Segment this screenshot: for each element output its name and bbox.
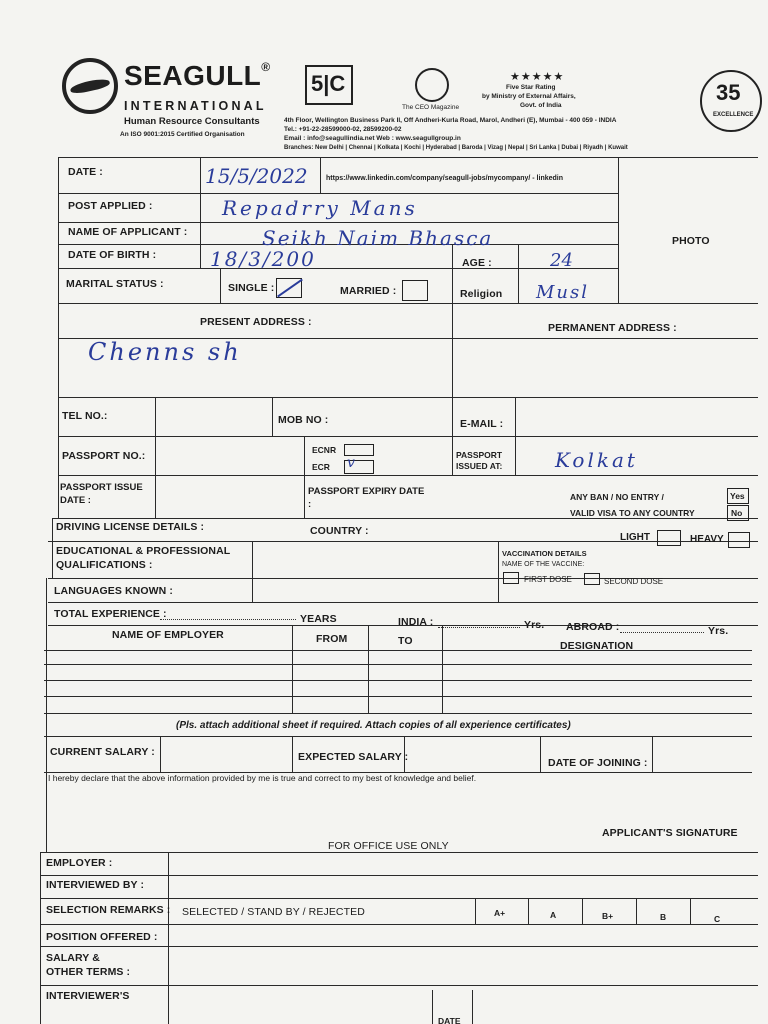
abroad-years-field[interactable] — [620, 621, 704, 633]
to-header: TO — [398, 635, 413, 647]
passport-expiry-label: PASSPORT EXPIRY DATE : — [308, 486, 425, 510]
fifty-ic-badge-icon: 5|C — [305, 65, 353, 105]
passport-issued-value[interactable]: Kolkat — [555, 448, 638, 472]
age-value[interactable]: 24 — [550, 250, 573, 271]
dob-value[interactable]: 18/3/200 — [210, 247, 316, 271]
rating-stars: ★★★★★ — [510, 71, 565, 83]
applicant-name-label: NAME OF APPLICANT : — [68, 226, 188, 238]
ceo-award-icon — [415, 68, 449, 102]
india-yrs-label: Yrs. — [524, 619, 545, 631]
heavy-checkbox[interactable] — [728, 532, 750, 548]
no-checkbox[interactable]: No — [727, 505, 749, 521]
first-dose-label: FIRST DOSE — [524, 575, 572, 584]
linkedin-url: https://www.linkedin.com/company/seagull-jobs/mycompany/ - linkedin — [326, 175, 564, 182]
email-label: E-MAIL : — [460, 418, 504, 430]
india-years-field[interactable] — [438, 616, 520, 628]
first-dose-checkbox[interactable] — [503, 572, 519, 584]
yes-checkbox[interactable]: Yes — [727, 488, 749, 504]
mob-label: MOB NO : — [278, 414, 329, 426]
passport-issued-label: PASSPORT ISSUED AT: — [456, 450, 503, 471]
address-line-4: Branches: New Delhi | Chennai | Kolkata | Kochi | Hyderabad | Baroda | Vizag | Nepal | Sri Lanka | Dubai | Riyadh | Kuwait — [284, 145, 628, 151]
expected-salary-label: EXPECTED SALARY : — [298, 751, 409, 763]
salary-terms-label-1: SALARY & — [46, 952, 100, 964]
vaccine-name-label: NAME OF THE VACCINE: — [502, 561, 585, 568]
languages-label: LANGUAGES KNOWN : — [54, 585, 173, 597]
light-checkbox[interactable] — [657, 530, 681, 546]
married-label: MARRIED : — [340, 285, 397, 297]
rating-line-3: Govt. of India — [520, 102, 562, 109]
india-label: INDIA : — [398, 616, 434, 628]
driving-license-label: DRIVING LICENSE DETAILS : — [56, 521, 205, 533]
total-experience-label: TOTAL EXPERIENCE : — [54, 608, 167, 620]
selection-remarks-label: SELECTION REMARKS : — [46, 904, 171, 916]
post-applied-value[interactable]: Repadrry Mans — [222, 196, 418, 220]
photo-label: PHOTO — [672, 235, 710, 247]
religion-value[interactable]: Musl — [536, 282, 590, 303]
grade-a[interactable]: A — [550, 910, 557, 920]
light-label: LIGHT — [620, 532, 650, 543]
address-line-2: Tel.: +91-22-28599000-02, 28599200-02 — [284, 126, 402, 133]
signature-label: APPLICANT'S SIGNATURE — [602, 827, 738, 839]
designation-header: DESIGNATION — [560, 640, 634, 652]
country-label: COUNTRY : — [310, 525, 369, 537]
second-dose-checkbox[interactable] — [584, 573, 600, 585]
heavy-label: HEAVY — [690, 534, 724, 545]
passport-issue-date-label: PASSPORT ISSUE DATE : — [60, 482, 143, 506]
years-label: YEARS — [300, 613, 337, 625]
abroad-label: ABROAD : — [566, 621, 620, 633]
single-label: SINGLE : — [228, 282, 275, 294]
award-caption: The CEO Magazine — [402, 104, 460, 111]
declaration-text: I hereby declare that the above information provided by me is true and correct to my best of knowledge and belief. — [48, 773, 477, 783]
seagull-logo-icon — [62, 58, 118, 114]
from-header: FROM — [316, 633, 348, 645]
grade-c[interactable]: C — [714, 914, 721, 924]
brand-sub: INTERNATIONAL — [124, 99, 267, 113]
second-dose-label: SECOND DOSE — [604, 577, 664, 586]
marital-status-label: MARITAL STATUS : — [66, 278, 164, 290]
dob-label: DATE OF BIRTH : — [68, 249, 157, 261]
passport-no-label: PASSPORT NO.: — [62, 450, 146, 462]
employer-name-header: NAME OF EMPLOYER — [112, 629, 224, 641]
salary-terms-label-2: OTHER TERMS : — [46, 966, 131, 978]
rating-line-1: Five Star Rating — [506, 84, 556, 91]
ecr-checkbox[interactable]: v — [344, 460, 374, 474]
interviewer-label: INTERVIEWER'S — [46, 990, 130, 1002]
applicant-name-value[interactable]: Seikh Naim Bhasca — [262, 226, 494, 250]
date-label: DATE : — [68, 166, 103, 178]
grade-b-plus[interactable]: B+ — [602, 911, 614, 921]
married-checkbox[interactable] — [402, 280, 428, 301]
abroad-yrs-label: Yrs. — [708, 625, 729, 637]
ecr-label: ECR — [312, 462, 330, 472]
present-address-value[interactable]: Chenns sh — [88, 338, 242, 366]
education-label-1: EDUCATIONAL & PROFESSIONAL — [56, 545, 231, 557]
ban-label-1: ANY BAN / NO ENTRY / — [570, 492, 664, 502]
date-bottom-label: DATE — [438, 1016, 461, 1024]
religion-label: Religion — [460, 288, 503, 300]
address-line-3: Email : info@seagullindia.net Web : www.seagullgroup.in — [284, 135, 461, 142]
vaccination-label: VACCINATION DETAILS — [502, 549, 587, 558]
ban-label-2: VALID VISA TO ANY COUNTRY — [570, 508, 695, 518]
interviewed-by-label: INTERVIEWED BY : — [46, 879, 145, 891]
iso-note: An ISO 9001:2015 Certified Organisation — [120, 131, 245, 138]
employer-label: EMPLOYER : — [46, 857, 113, 869]
company-logo — [62, 58, 118, 114]
grade-a-plus[interactable]: A+ — [494, 908, 506, 918]
ecnr-label: ECNR — [312, 445, 337, 455]
tel-label: TEL NO.: — [62, 410, 108, 422]
age-label: AGE : — [462, 257, 492, 269]
attach-note: (Pls. attach additional sheet if required. Attach copies of all experience certificates) — [176, 720, 571, 731]
address-line-1: 4th Floor, Wellington Business Park II, Off Andheri-Kurla Road, Marol, Andheri (E), Mumbai - 400 059 - INDIA — [284, 117, 617, 124]
grade-b[interactable]: B — [660, 912, 667, 922]
selection-options[interactable]: SELECTED / STAND BY / REJECTED — [182, 906, 365, 918]
post-applied-label: POST APPLIED : — [68, 200, 153, 212]
position-offered-label: POSITION OFFERED : — [46, 931, 158, 943]
education-label-2: QUALIFICATIONS : — [56, 559, 153, 571]
single-checkbox[interactable] — [276, 278, 302, 298]
rating-line-2: by Ministry of External Affairs, — [482, 93, 576, 100]
tagline: Human Resource Consultants — [124, 116, 260, 127]
date-value[interactable]: 15/5/2022 — [205, 164, 308, 188]
date-of-joining-label: DATE OF JOINING : — [548, 757, 648, 769]
permanent-address-label: PERMANENT ADDRESS : — [548, 322, 677, 334]
office-use-label: FOR OFFICE USE ONLY — [328, 840, 449, 852]
anniversary-badge: 35 EXCELLENCE — [700, 70, 762, 132]
current-salary-label: CURRENT SALARY : — [50, 746, 155, 758]
brand-name: SEAGULL® — [124, 60, 271, 91]
total-experience-field[interactable] — [160, 608, 296, 620]
present-address-label: PRESENT ADDRESS : — [200, 316, 312, 328]
